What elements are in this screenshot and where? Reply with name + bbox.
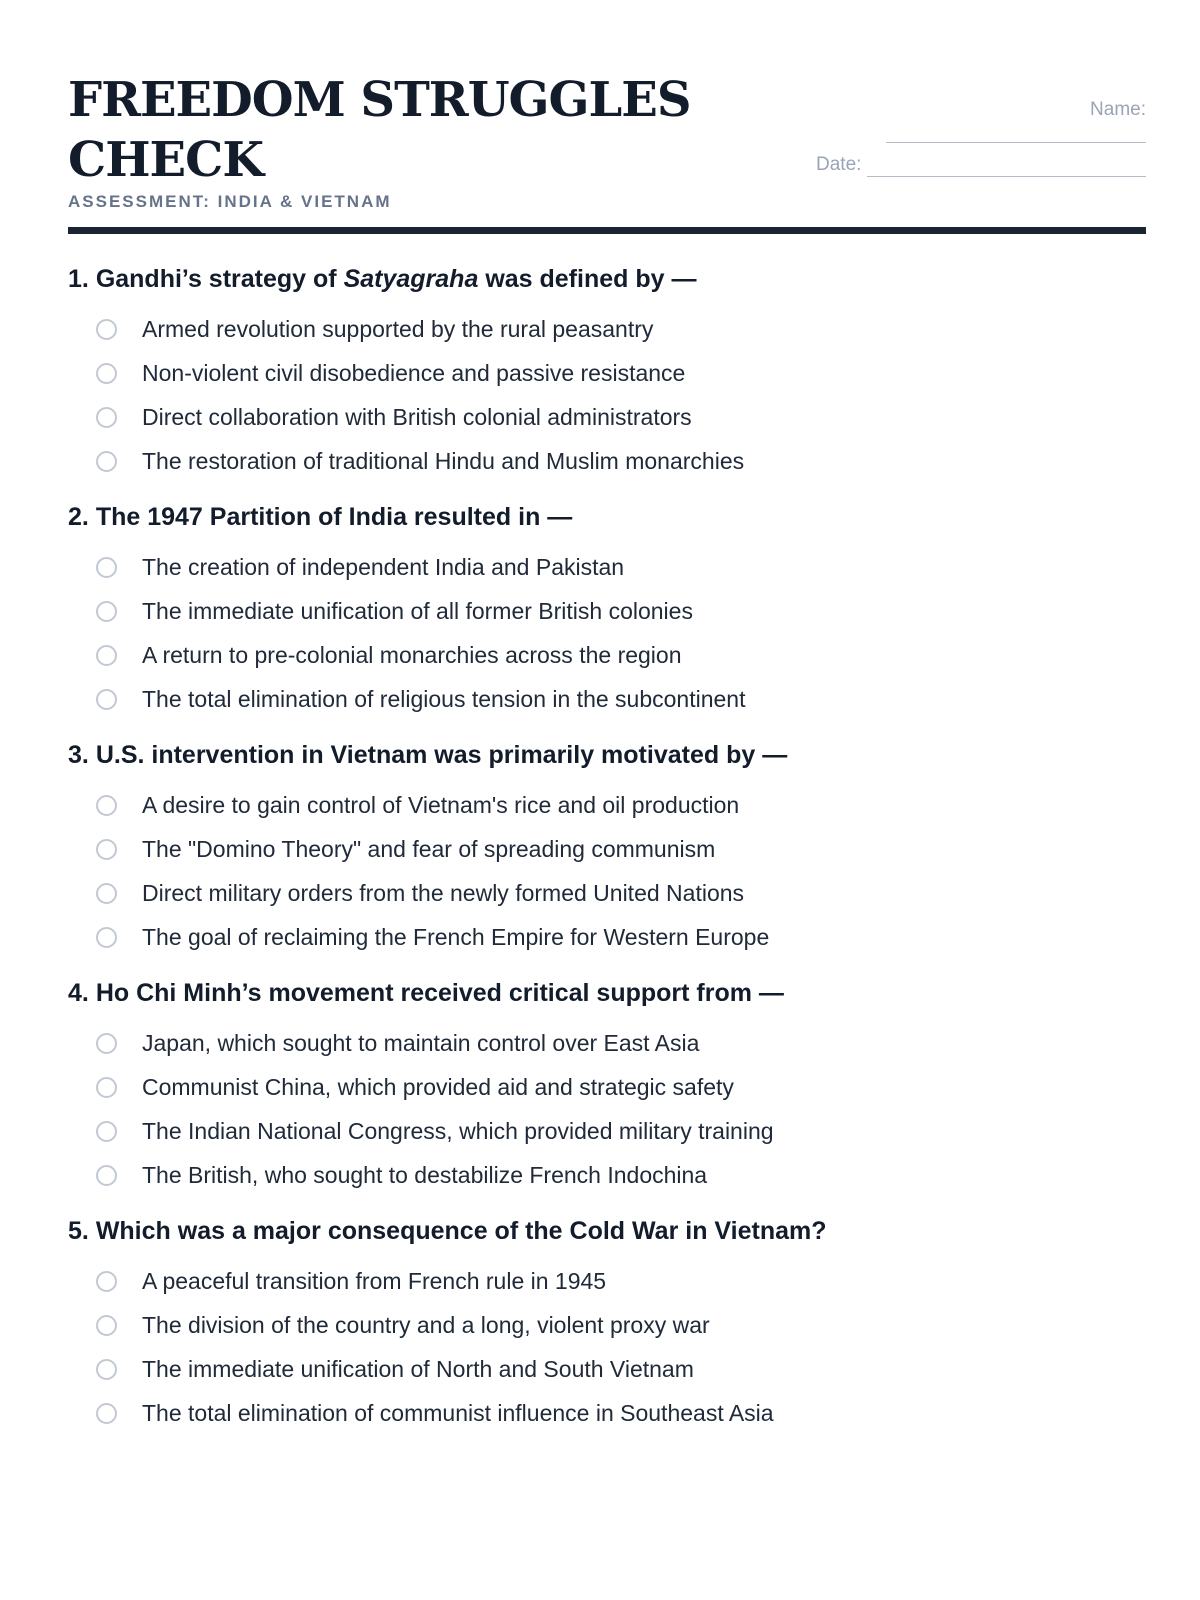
answer-option[interactable]: [68, 1109, 1146, 1153]
option-label: Non-violent civil disobedience and passive resistance: [142, 360, 686, 386]
answer-option[interactable]: [68, 871, 1146, 915]
answer-option[interactable]: [68, 783, 1146, 827]
option-label: The creation of independent India and Pakistan: [142, 554, 625, 580]
option-label: The goal of reclaiming the French Empire for Western Europe: [142, 924, 770, 950]
option-label: Direct military orders from the newly formed United Nations: [142, 880, 745, 906]
answer-option[interactable]: [68, 545, 1146, 589]
answer-option[interactable]: [68, 307, 1146, 351]
question-body: Which was a major consequence of the Cold War in Vietnam?: [95, 1217, 827, 1245]
radio-button[interactable]: [96, 557, 117, 578]
option-label: The total elimination of communist influence in Southeast Asia: [142, 1400, 774, 1426]
question-text: [68, 263, 1146, 295]
radio-button[interactable]: [96, 839, 117, 860]
radio-button[interactable]: [96, 645, 117, 666]
question-5: [68, 1215, 1146, 1435]
page-subtitle: ASSESSMENT: INDIA & VIETNAM: [68, 192, 392, 211]
option-label: The immediate unification of North and South Vietnam: [142, 1356, 694, 1382]
answer-option[interactable]: [68, 1259, 1146, 1303]
radio-button[interactable]: [96, 451, 117, 472]
question-text: [68, 739, 1146, 771]
question-body: U.S. intervention in Vietnam was primarily motivated by —: [95, 741, 788, 769]
radio-button[interactable]: [96, 601, 117, 622]
question-number: 5.: [68, 1217, 89, 1245]
header: [68, 0, 1146, 236]
answer-option[interactable]: [68, 351, 1146, 395]
option-label: The "Domino Theory" and fear of spreading communism: [142, 836, 716, 862]
question-text: [68, 501, 1146, 533]
answer-option[interactable]: [68, 589, 1146, 633]
question-prefix: Gandhi’s strategy of: [95, 265, 337, 293]
question-number: 1.: [68, 265, 89, 293]
radio-button[interactable]: [96, 407, 117, 428]
radio-button[interactable]: [96, 1315, 117, 1336]
option-label: Armed revolution supported by the rural peasantry: [142, 316, 654, 342]
answer-option[interactable]: [68, 1391, 1146, 1435]
option-label: A return to pre-colonial monarchies across the region: [142, 642, 682, 668]
page-title: FREEDOM STRUGGLES CHECK: [68, 72, 691, 188]
answer-option[interactable]: [68, 633, 1146, 677]
radio-button[interactable]: [96, 795, 117, 816]
date-label: Date:: [816, 154, 862, 175]
question-number: 4.: [68, 979, 89, 1007]
radio-button[interactable]: [96, 883, 117, 904]
question-body: Ho Chi Minh’s movement received critical support from —: [95, 979, 784, 1007]
option-label: Direct collaboration with British colonial administrators: [142, 404, 692, 430]
date-row: [816, 153, 1146, 177]
option-label: The Indian National Congress, which provided military training: [142, 1118, 774, 1144]
option-label: The total elimination of religious tension in the subcontinent: [142, 686, 746, 712]
answer-options: [68, 545, 1146, 721]
option-label: Communist China, which provided aid and strategic safety: [142, 1074, 734, 1100]
answer-option[interactable]: [68, 915, 1146, 959]
option-label: A peaceful transition from French rule in 1945: [142, 1268, 607, 1294]
radio-button[interactable]: [96, 319, 117, 340]
answer-options: [68, 307, 1146, 483]
radio-button[interactable]: [96, 1359, 117, 1380]
radio-button[interactable]: [96, 927, 117, 948]
name-label: Name:: [1090, 99, 1146, 120]
question-number: 2.: [68, 503, 89, 531]
answer-option[interactable]: [68, 439, 1146, 483]
question-list: [68, 263, 1146, 1435]
option-label: Japan, which sought to maintain control over East Asia: [142, 1030, 700, 1056]
answer-options: [68, 783, 1146, 959]
option-label: The immediate unification of all former British colonies: [142, 598, 693, 624]
answer-option[interactable]: [68, 1347, 1146, 1391]
question-1: [68, 263, 1146, 483]
option-label: The division of the country and a long, violent proxy war: [142, 1312, 710, 1338]
answer-option[interactable]: [68, 1065, 1146, 1109]
date-field[interactable]: [867, 158, 1146, 177]
radio-button[interactable]: [96, 1403, 117, 1424]
worksheet: [68, 0, 1146, 1426]
answer-option[interactable]: [68, 677, 1146, 721]
question-3: [68, 739, 1146, 959]
radio-button[interactable]: [96, 1121, 117, 1142]
option-label: The British, who sought to destabilize French Indochina: [142, 1162, 708, 1188]
question-suffix: was defined by —: [485, 265, 697, 293]
student-fields: [816, 98, 1146, 177]
answer-option[interactable]: [68, 1021, 1146, 1065]
option-label: A desire to gain control of Vietnam's rice and oil production: [142, 792, 740, 818]
answer-options: [68, 1259, 1146, 1435]
answer-option[interactable]: [68, 1153, 1146, 1197]
question-2: [68, 501, 1146, 721]
question-text: [68, 1215, 1146, 1247]
radio-button[interactable]: [96, 1077, 117, 1098]
name-field[interactable]: [886, 132, 1146, 143]
answer-option[interactable]: [68, 1303, 1146, 1347]
answer-option[interactable]: [68, 827, 1146, 871]
option-label: The restoration of traditional Hindu and Muslim monarchies: [142, 448, 745, 474]
question-text: [68, 977, 1146, 1009]
answer-option[interactable]: [68, 395, 1146, 439]
question-body: The 1947 Partition of India resulted in —: [95, 503, 573, 531]
question-number: 3.: [68, 741, 89, 769]
header-divider: [68, 227, 1146, 234]
radio-button[interactable]: [96, 363, 117, 384]
question-4: [68, 977, 1146, 1197]
answer-options: [68, 1021, 1146, 1197]
radio-button[interactable]: [96, 1165, 117, 1186]
radio-button[interactable]: [96, 689, 117, 710]
radio-button[interactable]: [96, 1033, 117, 1054]
radio-button[interactable]: [96, 1271, 117, 1292]
question-emphasis: Satyagraha: [343, 265, 479, 293]
